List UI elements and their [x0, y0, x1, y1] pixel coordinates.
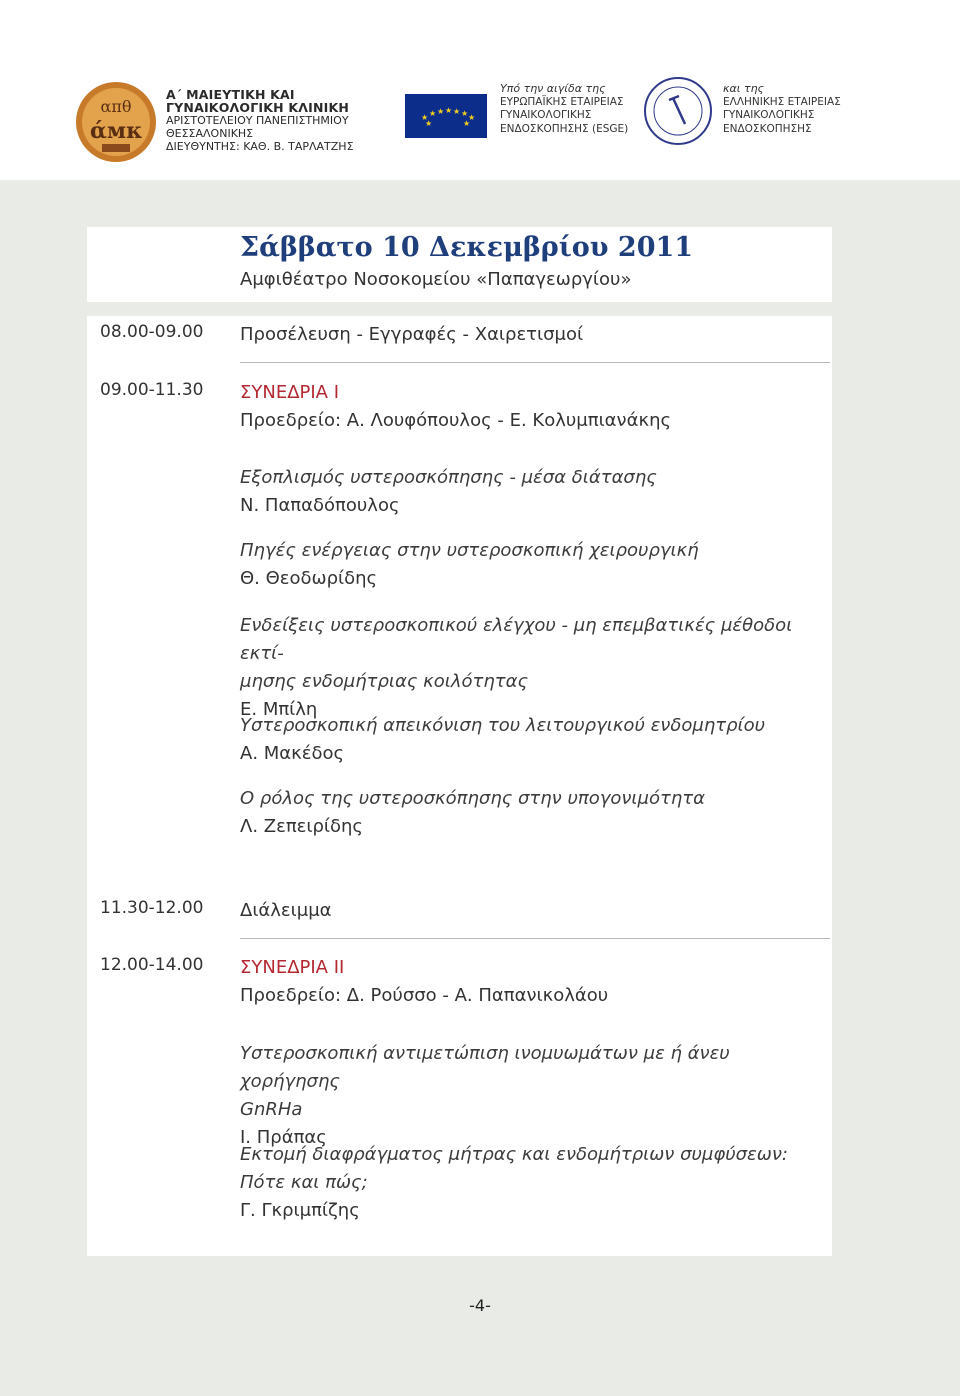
talk-speaker: Γ. Γκριμπίζης: [240, 1200, 360, 1221]
time-slot-3: 11.30-12.00: [100, 898, 204, 918]
talk-title-cont: μησης ενδομήτριας κοιλότητας: [240, 671, 529, 692]
hellas-line1: ΕΛΛΗΝΙΚΗΣ ΕΤΑΙΡΕΙΑΣ: [723, 95, 841, 108]
time-slot-2: 09.00-11.30: [100, 380, 204, 400]
session-title: ΣΥΝΕΔΡΙΑ ΙΙ: [240, 957, 345, 978]
svg-text:★: ★: [453, 107, 461, 116]
clinic-info: [166, 88, 354, 153]
session-chairs: [240, 407, 820, 435]
clinic-line1: Α΄ ΜΑΙΕΥΤΙΚΗ ΚΑΙ: [166, 87, 295, 102]
clinic-line2: ΓΥΝΑΙΚΟΛΟΓΙΚΗ ΚΛΙΝΙΚΗ: [166, 100, 350, 115]
venue: Αμφιθέατρο Νοσοκομείου «Παπαγεωργίου»: [240, 269, 632, 290]
session-2-block: [240, 954, 820, 1010]
page-title: Σάββατο 10 Δεκεμβρίου 2011: [240, 232, 694, 263]
talk-3: [240, 612, 820, 724]
talk-2: [240, 537, 820, 593]
talk-title-cont: Πότε και πώς;: [240, 1172, 368, 1193]
talk-title: Υστεροσκοπική αντιμετώπιση ινομυωμάτων με ή άνευ χορήγησης: [240, 1043, 730, 1092]
svg-text:★: ★: [421, 113, 429, 122]
svg-text:★: ★: [437, 107, 445, 116]
svg-text:★: ★: [429, 109, 437, 118]
svg-text:★: ★: [463, 119, 471, 128]
talk-speaker: Λ. Ζεπειρίδης: [240, 816, 363, 837]
header-band: [0, 0, 960, 180]
society-seal-icon: [643, 76, 713, 146]
chairs-names: Α. Λουφόπουλος - Ε. Κολυμπιανάκης: [346, 410, 672, 431]
session-chairs: [240, 982, 820, 1010]
esge-line1: ΕΥΡΩΠΑΪΚΗΣ ΕΤΑΙΡΕΙΑΣ: [500, 95, 624, 108]
talk-speaker: Ν. Παπαδόπουλος: [240, 495, 400, 516]
talk-speaker: Ι. Πράπας: [240, 1127, 327, 1148]
talk-5: [240, 785, 820, 841]
esge-info: [500, 82, 628, 136]
talk-4: [240, 712, 820, 768]
divider: [240, 362, 830, 363]
page-number: -4-: [469, 1296, 491, 1315]
hellas-line2: ΓΥΝΑΙΚΟΛΟΓΙΚΗΣ: [723, 109, 815, 121]
divider: [240, 938, 830, 939]
hellas-intro: και της: [723, 82, 765, 95]
talk-1: [240, 464, 820, 520]
talk-speaker: Ε. Μπίλη: [240, 699, 318, 720]
esge-intro: Υπό την αιγίδα της: [500, 82, 606, 95]
talk-title-cont: GnRHa: [240, 1099, 303, 1120]
svg-text:★: ★: [425, 119, 433, 128]
eu-flag-icon: [405, 94, 487, 138]
talk-speaker: Α. Μακέδος: [240, 743, 345, 764]
talk-title: Εξοπλισμός υστεροσκόπησης - μέσα διάτασης: [240, 467, 657, 488]
hellas-info: [723, 82, 841, 136]
talk-6: [240, 1040, 820, 1152]
talk-title: Πηγές ενέργειας στην υστεροσκοπική χειρουργική: [240, 540, 699, 561]
chairs-label: Προεδρείο:: [240, 410, 342, 431]
clinic-line5: ΔΙΕΥΘΥΝΤΗΣ: ΚΑΘ. Β. ΤΑΡΛΑΤΖΗΣ: [166, 140, 354, 153]
clinic-line3: ΑΡΙΣΤΟΤΕΛΕΙΟΥ ΠΑΝΕΠΙΣΤΗΜΙΟΥ: [166, 114, 349, 127]
time-slot-4: 12.00-14.00: [100, 955, 204, 975]
svg-text:★: ★: [461, 109, 469, 118]
hellas-line3: ΕΝΔΟΣΚΟΠΗΣΗΣ: [723, 122, 812, 135]
clinic-line4: ΘΕΣΣΑΛΟΝΙΚΗΣ: [166, 127, 254, 140]
slot-3-text: Διάλειμμα: [240, 900, 332, 921]
clinic-logo: [74, 80, 158, 164]
talk-speaker: Θ. Θεοδωρίδης: [240, 568, 378, 589]
svg-text:άмк: άмк: [90, 118, 142, 144]
esge-line2: ΓΥΝΑΙΚΟΛΟΓΙΚΗΣ: [500, 109, 592, 121]
chairs-names: Δ. Ρούσσο - Α. Παπανικολάου: [346, 985, 609, 1006]
talk-title: Εκτομή διαφράγματος μήτρας και ενδομήτριων συμφύσεων:: [240, 1144, 788, 1165]
slot-1-text: Προσέλευση - Εγγραφές - Χαιρετισμοί: [240, 324, 584, 345]
svg-text:απθ: απθ: [100, 97, 132, 116]
svg-text:★: ★: [445, 106, 453, 115]
chairs-label: Προεδρείο:: [240, 985, 342, 1006]
talk-title: Υστεροσκοπική απεικόνιση του λειτουργικού ενδομητρίου: [240, 715, 766, 736]
time-slot-1: 08.00-09.00: [100, 322, 204, 342]
svg-text:★: ★: [468, 113, 476, 122]
talk-title: Ο ρόλος της υστεροσκόπησης στην υπογονιμότητα: [240, 788, 705, 809]
session-1-block: [240, 379, 820, 435]
talk-7: [240, 1141, 820, 1225]
session-title: ΣΥΝΕΔΡΙΑ Ι: [240, 382, 340, 403]
talk-title: Ενδείξεις υστεροσκοπικού ελέγχου - μη επεμβατικές μέθοδοι εκτί-: [240, 615, 793, 664]
esge-line3: ΕΝΔΟΣΚΟΠΗΣΗΣ (ESGE): [500, 122, 629, 135]
